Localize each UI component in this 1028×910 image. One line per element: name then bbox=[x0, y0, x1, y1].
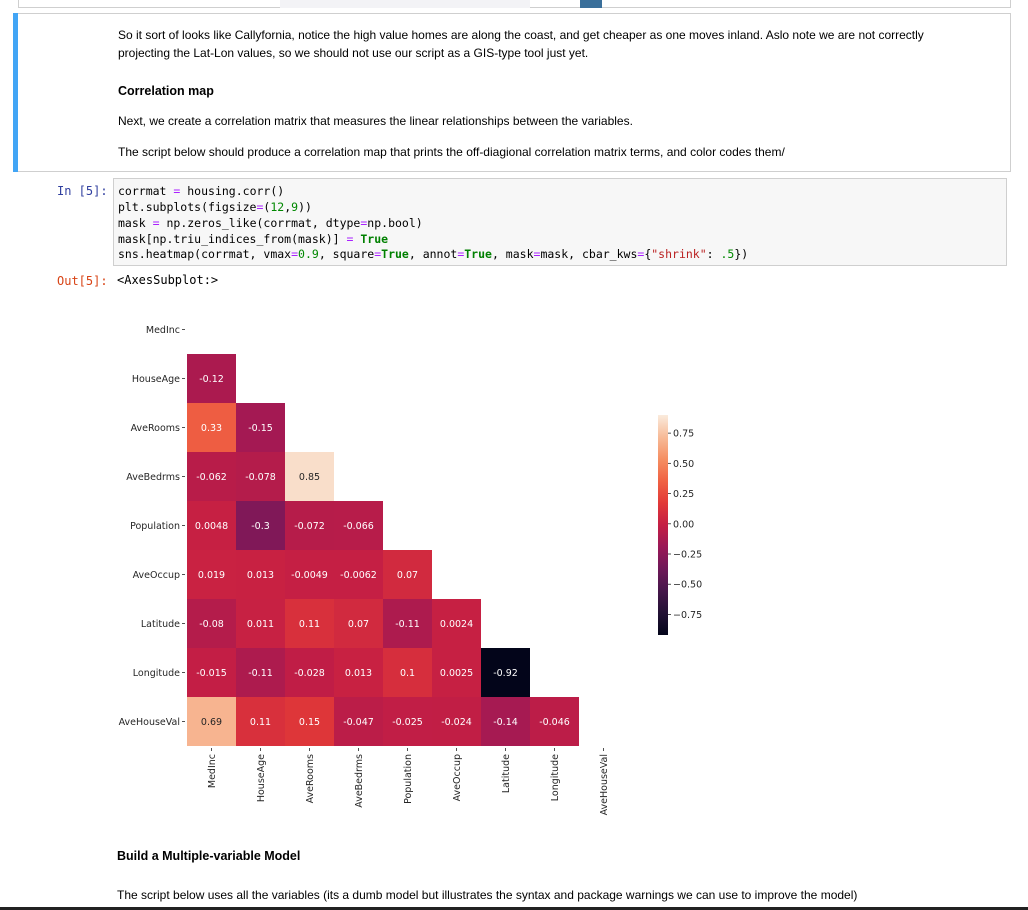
y-tick-label: Population bbox=[130, 521, 180, 532]
heatmap-cells bbox=[187, 354, 579, 746]
paragraph-script: The script below should produce a correlation map that prints the off-diagional correlation matrix terms, and color codes them/ bbox=[118, 145, 785, 159]
colorbar-tick-label: −0.50 bbox=[673, 579, 703, 591]
cell-annotation: -0.025 bbox=[392, 717, 423, 728]
cell-annotation: -0.12 bbox=[199, 374, 224, 385]
cell-annotation: -0.047 bbox=[343, 717, 374, 728]
section-heading: Correlation map bbox=[118, 84, 214, 98]
x-tick-label: AveOccup bbox=[452, 754, 463, 802]
paragraph-next: Next, we create a correlation matrix that measures the linear relationships between the variables. bbox=[118, 114, 633, 128]
x-tick-label: MedInc bbox=[207, 754, 218, 789]
cell-annotation: -0.066 bbox=[343, 521, 374, 532]
cell-annotation: -0.92 bbox=[493, 668, 518, 679]
code-editor[interactable] bbox=[113, 178, 1007, 266]
cell-annotation: -0.062 bbox=[196, 472, 227, 483]
cell-annotation: 0.0024 bbox=[439, 619, 474, 630]
cell-annotation: 0.07 bbox=[347, 619, 370, 630]
previous-output-strip bbox=[0, 0, 1028, 12]
y-tick-labels bbox=[119, 325, 185, 728]
paragraph-line-1: So it sort of looks like Callyfornia, notice the high value homes are along the coast, and get cheaper as one moves inland. Aslo note we are not correctly bbox=[118, 28, 924, 42]
cell-annotation: 0.0048 bbox=[194, 521, 229, 532]
cell-annotation: -0.11 bbox=[395, 619, 420, 630]
model-heading: Build a Multiple-variable Model bbox=[117, 849, 301, 863]
x-tick-label: HouseAge bbox=[256, 754, 267, 803]
code-line-1: corrmat = housing.corr() bbox=[118, 184, 285, 198]
scrollbar-track[interactable] bbox=[1021, 0, 1028, 910]
cell-annotation: -0.046 bbox=[539, 717, 570, 728]
cell-annotation: 0.15 bbox=[298, 717, 321, 728]
input-prompt: In [5]: bbox=[57, 184, 108, 198]
x-tick-label: AveRooms bbox=[305, 754, 316, 804]
y-tick-label: AveOccup bbox=[132, 570, 180, 581]
y-tick-label: AveBedrms bbox=[126, 472, 180, 483]
cell-annotation: 0.85 bbox=[298, 472, 321, 483]
output-text: <AxesSubplot:> bbox=[117, 273, 219, 287]
y-tick-label: Latitude bbox=[140, 619, 180, 630]
code-line-4: mask[np.triu_indices_from(mask)] = True bbox=[118, 232, 389, 246]
output-prompt: Out[5]: bbox=[57, 274, 108, 288]
cell-annotation: 0.013 bbox=[246, 570, 275, 581]
y-tick-label: HouseAge bbox=[131, 374, 180, 385]
colorbar-tick-label: 0.00 bbox=[673, 519, 695, 531]
x-tick-label: Latitude bbox=[501, 754, 512, 794]
markdown-cell[interactable] bbox=[13, 13, 1011, 172]
cell-annotation: -0.028 bbox=[294, 668, 325, 679]
cell-annotation: 0.019 bbox=[197, 570, 226, 581]
cell-annotation: -0.14 bbox=[493, 717, 518, 728]
model-paragraph: The script below uses all the variables (its a dumb model but illustrates the syntax and package warnings we can use to improve the model) bbox=[117, 888, 858, 902]
y-tick-label: MedInc bbox=[145, 325, 180, 336]
code-line-3: mask = np.zeros_like(corrmat, dtype=np.bool) bbox=[118, 216, 423, 230]
cell-annotation: -0.024 bbox=[441, 717, 472, 728]
cell-annotation: -0.015 bbox=[196, 668, 227, 679]
colorbar-tick-label: −0.75 bbox=[673, 609, 703, 621]
x-tick-label: AveHouseVal bbox=[599, 754, 610, 816]
cell-annotation: 0.1 bbox=[399, 668, 416, 679]
code-line-5: sns.heatmap(corrmat, vmax=0.9, square=True, annot=True, mask=mask, cbar_kws={"shrink": .5}) bbox=[118, 247, 749, 261]
cell-annotation: -0.3 bbox=[251, 521, 270, 532]
previous-map-image bbox=[280, 0, 530, 8]
paragraph-line-2: projecting the Lat-Lon values, so we should not use our script as a GIS-type tool just yet. bbox=[118, 46, 589, 60]
code-line-2: plt.subplots(figsize=(12,9)) bbox=[118, 200, 312, 214]
x-tick-label: AveBedrms bbox=[354, 754, 365, 808]
y-tick-label: AveRooms bbox=[130, 423, 180, 434]
colorbar-tick-label: 0.75 bbox=[673, 428, 695, 440]
cell-annotation: -0.0049 bbox=[291, 570, 328, 581]
correlation-heatmap bbox=[0, 290, 1028, 830]
y-tick-label: Longitude bbox=[132, 668, 180, 679]
colorbar-tick-label: −0.25 bbox=[673, 549, 703, 561]
colorbar-tick-label: 0.50 bbox=[673, 458, 695, 470]
cell-annotation: 0.07 bbox=[396, 570, 419, 581]
cell-annotation: -0.15 bbox=[248, 423, 273, 434]
colorbar-gradient bbox=[658, 415, 668, 635]
colorbar bbox=[658, 415, 702, 635]
cell-annotation: 0.33 bbox=[200, 423, 223, 434]
cell-annotation: -0.072 bbox=[294, 521, 325, 532]
y-tick-label: AveHouseVal bbox=[118, 717, 180, 728]
cell-annotation: 0.11 bbox=[249, 717, 272, 728]
cell-annotation: -0.078 bbox=[245, 472, 276, 483]
cell-annotation: -0.0062 bbox=[340, 570, 377, 581]
cell-annotation: 0.011 bbox=[246, 619, 275, 630]
x-tick-label: Longitude bbox=[550, 754, 561, 802]
x-tick-labels bbox=[207, 748, 610, 815]
cell-selection-bar bbox=[13, 13, 18, 172]
cell-annotation: 0.0025 bbox=[439, 668, 474, 679]
colorbar-tick-label: 0.25 bbox=[673, 489, 695, 501]
cell-annotation: -0.08 bbox=[199, 619, 224, 630]
cell-annotation: -0.11 bbox=[248, 668, 273, 679]
cell-annotation: 0.11 bbox=[298, 619, 321, 630]
x-tick-label: Population bbox=[403, 754, 414, 804]
cell-annotation: 0.013 bbox=[344, 668, 373, 679]
cell-annotation: 0.69 bbox=[200, 717, 223, 728]
previous-map-colorbar bbox=[580, 0, 602, 8]
